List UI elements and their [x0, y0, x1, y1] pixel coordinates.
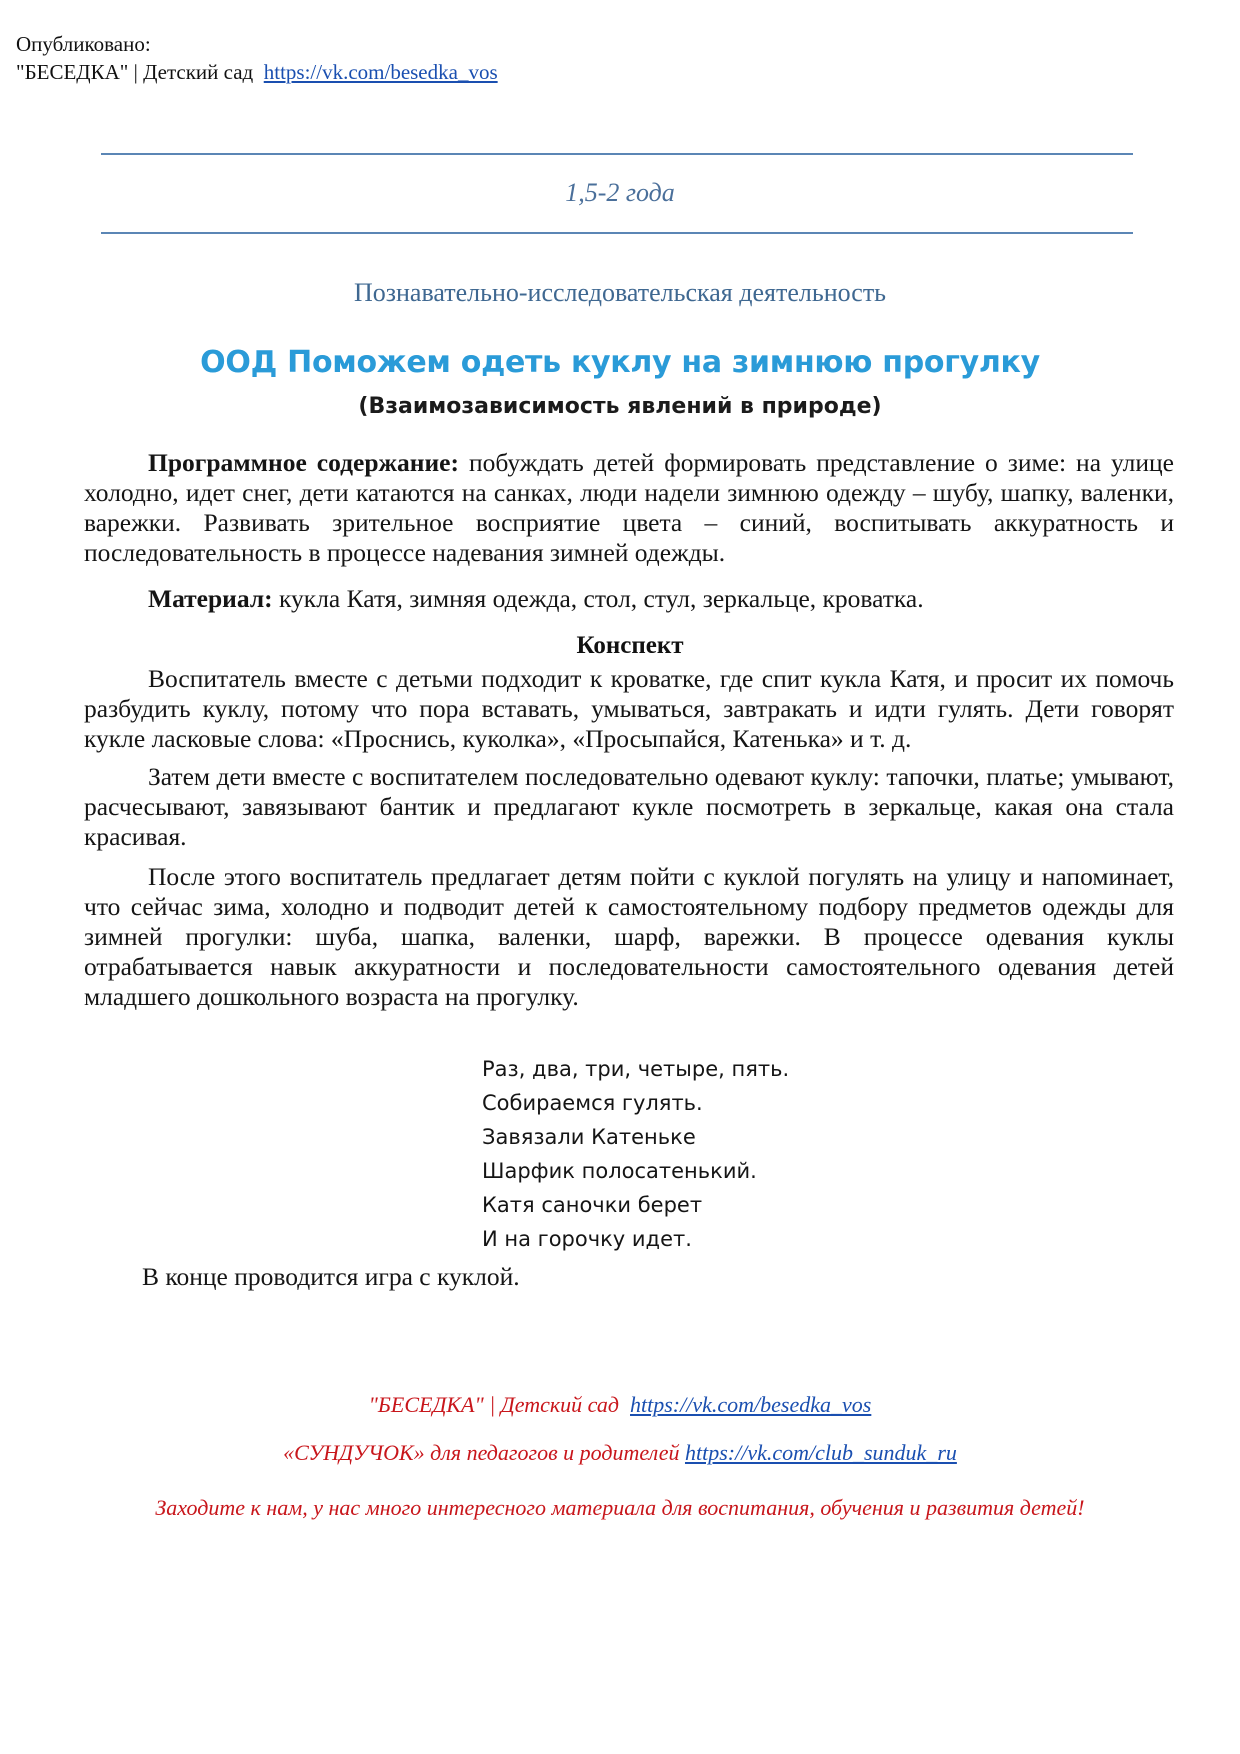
- top-divider: [101, 153, 1133, 155]
- footer-sunduk-link[interactable]: https://vk.com/club_sunduk_ru: [684, 1440, 957, 1465]
- konspekt-heading: Конспект: [576, 632, 684, 659]
- age-range: 1,5-2 года: [565, 178, 675, 207]
- footer-invitation: Заходите к нам, у нас много интересного материала для воспитания, обучения и развития детей!: [155, 1495, 1085, 1520]
- program-text: побуждать детей формировать представление о зиме: на улице холодно, идет снег, дети катаются на санках, люди надели зимнюю одежду – шубу, шапку, валенки, варежки. Развивать зрительное восприятие цвета – синий, воспитывать аккуратность и последовательность в процессе надевания зимней одежды.: [84, 448, 1174, 567]
- bottom-divider: [101, 232, 1133, 234]
- lesson-subtitle: (Взаимозависимость явлений в природе): [358, 394, 882, 419]
- poem: [482, 1052, 789, 1256]
- footer-besedka-link[interactable]: https://vk.com/besedka_vos: [630, 1392, 872, 1417]
- lesson-paragraph: После этого воспитатель предлагает детям пойти с куклой погулять на улицу и напоминает, что сейчас зима, холодно и подводит детей к самостоятельному подбору предметов одежды для зимней прогулки: шуба, шапка, валенки, шарф, варежки. В процессе одевания куклы отрабатывается навык аккуратности и последовательности самостоятельного одевания детей младшего дошкольного возраста на прогулку.: [84, 862, 1174, 1011]
- published-label: Опубликовано:: [16, 32, 151, 56]
- source-link[interactable]: https://vk.com/besedka_vos: [263, 60, 498, 84]
- poem-line: Катя саночки берет: [482, 1193, 703, 1217]
- poem-line: И на горочку идет.: [482, 1227, 692, 1251]
- activity-category: Познавательно-исследовательская деятельность: [353, 278, 887, 307]
- lesson-title: ООД Поможем одеть куклу на зимнюю прогулку: [200, 345, 1040, 380]
- material-text: кукла Катя, зимняя одежда, стол, стул, зеркальце, кроватка.: [272, 584, 924, 613]
- poem-line: Завязали Катеньке: [482, 1125, 696, 1149]
- poem-line: Раз, два, три, четыре, пять.: [482, 1057, 790, 1081]
- program-content: [84, 448, 1174, 568]
- program-label: Программное содержание:: [148, 448, 459, 477]
- material-label: Материал:: [148, 584, 273, 613]
- material: [84, 584, 1174, 614]
- footer-sunduk-text: «СУНДУЧОК» для педагогов и родителей: [283, 1440, 680, 1465]
- poem-line: Собираемся гулять.: [482, 1091, 703, 1115]
- lesson-ending: В конце проводится игра с куклой.: [142, 1262, 520, 1291]
- footer-line-sunduk: [0, 1440, 1240, 1466]
- lesson-paragraph: Воспитатель вместе с детьми подходит к кроватке, где спит кукла Катя, и просит их помочь разбудить куклу, потому что пора вставать, умываться, завтракать и идти гулять. Дети говорят кукле ласковые слова: «Проснись, куколка», «Просыпайся, Катенька» и т. д.: [84, 664, 1174, 753]
- publication-note: [16, 30, 498, 86]
- footer-besedka-text: "БЕСЕДКА" | Детский сад: [368, 1392, 620, 1417]
- footer-line-besedka: [0, 1392, 1240, 1418]
- lesson-paragraph: Затем дети вместе с воспитателем последовательно одевают куклу: тапочки, платье; умывают, расчесывают, завязывают бантик и предлагают кукле посмотреть в зеркальце, какая она стала красивая.: [84, 762, 1174, 851]
- poem-line: Шарфик полосатенький.: [482, 1159, 757, 1183]
- source-name: "БЕСЕДКА" | Детский сад: [16, 60, 254, 84]
- publication-source: [16, 58, 498, 86]
